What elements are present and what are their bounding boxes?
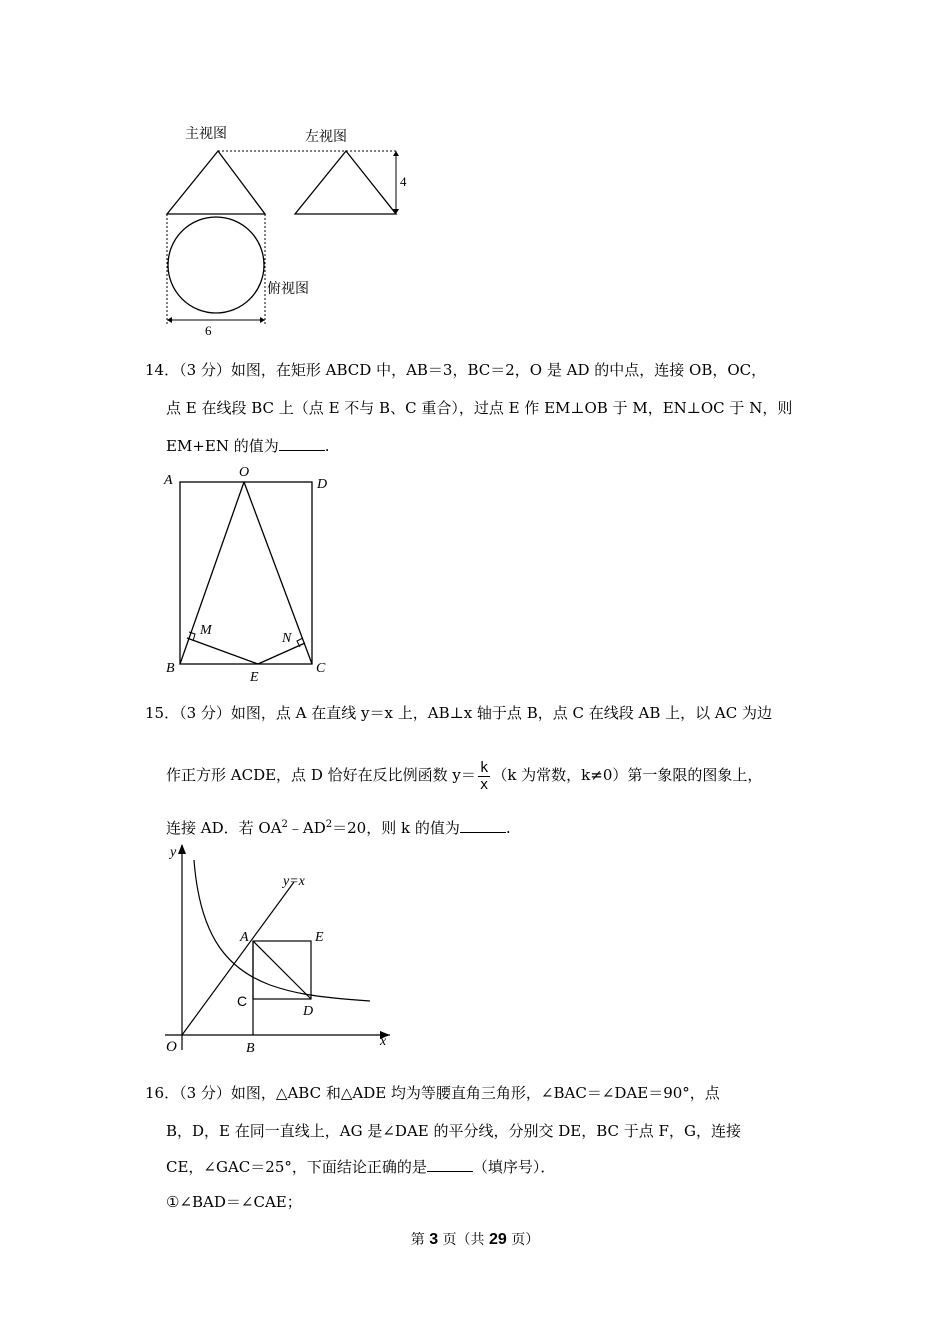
q14-end: . (324, 437, 330, 455)
q16-item1: ①∠BAD＝∠CAE； (166, 1193, 302, 1211)
height-arrow-top (393, 151, 399, 156)
q15-number: 15． (145, 704, 180, 722)
q15-text3-pre: 连接 AD．若 OA (166, 819, 282, 837)
fraction-denominator: x (479, 776, 489, 793)
q15-text2-post: （k 为常数，k≠0）第一象限的图象上， (492, 766, 763, 784)
footer-mid: 页（共 (442, 1232, 485, 1248)
label-b: B (246, 1041, 255, 1056)
q16-text3-pre: CE，∠GAC＝25°，下面结论正确的是 (166, 1158, 427, 1176)
label-d: D (317, 477, 328, 492)
width-arrow-right (260, 317, 265, 323)
label-o: O (239, 465, 250, 480)
label-d: D (303, 1004, 314, 1019)
label-x: x (380, 1034, 387, 1049)
q14-line1 (145, 360, 766, 380)
left-view-label: 左视图 (305, 129, 347, 145)
q15-sup2: 2 (325, 819, 333, 830)
footer-pre: 第 (410, 1232, 425, 1248)
footer-page-number: 3 (429, 1231, 439, 1248)
q15-coordinate-figure (160, 840, 400, 1065)
q16-line1 (145, 1083, 720, 1103)
fraction-k-over-x (478, 760, 490, 793)
y-axis-arrow (178, 844, 186, 854)
label-e: E (250, 670, 259, 685)
q14-answer-blank[interactable] (279, 436, 325, 451)
segment-ob (180, 482, 244, 664)
q14-line3 (166, 436, 330, 456)
q15-end: . (505, 819, 511, 837)
hyperbola-curve (194, 860, 370, 1001)
q16-answer-blank[interactable] (427, 1157, 473, 1172)
footer-total-pages: 29 (489, 1231, 507, 1248)
q14-number: 14． (145, 361, 180, 379)
three-view-figure (150, 120, 430, 340)
line-y-equals-x (182, 882, 294, 1035)
label-c: C (237, 993, 248, 1009)
fraction-numerator: k (479, 759, 489, 776)
q15-text1: 如图，点 A 在直线 y＝x 上，AB⊥x 轴于点 B，点 C 在线段 AB 上，以 AC 为边 (230, 704, 772, 722)
q15-score: （3 分） (179, 704, 231, 722)
q15-text2-pre: 作正方形 ACDE，点 D 恰好在反比例函数 y＝ (166, 766, 476, 784)
segment-em (187, 638, 258, 664)
q16-number: 16． (145, 1084, 180, 1102)
width-label: 6 (205, 323, 212, 338)
q14-text1: 如图，在矩形 ABCD 中，AB＝3，BC＝2，O 是 AD 的中点，连接 OB，OC， (230, 361, 767, 379)
q15-line3 (166, 815, 511, 838)
q14-text3: EM+EN 的值为 (166, 437, 279, 455)
segment-oc (244, 482, 312, 664)
q14-line2: 点 E 在线段 BC 上（点 E 不与 B、C 重合），过点 E 作 EM⊥OB 于 M，EN⊥OC 于 N，则 (166, 399, 793, 417)
q15-line2 (166, 757, 762, 793)
footer-post: 页） (511, 1232, 540, 1248)
top-view-label: 俯视图 (267, 281, 309, 297)
label-c: C (316, 661, 326, 676)
q16-line3 (166, 1157, 555, 1177)
q16-text3-post: （填序号）． (472, 1158, 556, 1176)
label-e: E (315, 930, 324, 945)
q16-line2: B，D，E 在同一直线上，AG 是∠DAE 的平分线，分别交 DE，BC 于点 F，G，连接 (166, 1122, 741, 1140)
q15-answer-blank[interactable] (460, 818, 506, 833)
label-m: M (200, 623, 212, 638)
left-view-triangle (295, 151, 396, 214)
q16-text1: 如图，△ABC 和△ADE 均为等腰直角三角形，∠BAC＝∠DAE＝90°，点 (230, 1084, 720, 1102)
q15-text3-post: ＝20，则 k 的值为 (332, 819, 460, 837)
label-o: O (166, 1039, 177, 1055)
page-footer (0, 1229, 950, 1249)
q15-text3-mid: ﹣AD (287, 819, 326, 837)
q15-sup1: 2 (281, 819, 288, 830)
top-view-circle (168, 217, 264, 313)
label-a: A (164, 473, 173, 488)
label-y: y (170, 845, 177, 860)
main-view-label: 主视图 (185, 126, 227, 142)
height-label: 4 (400, 174, 407, 189)
main-view-triangle (167, 151, 265, 214)
label-a: A (240, 930, 249, 945)
label-n: N (282, 631, 292, 646)
q14-score: （3 分） (179, 361, 231, 379)
q15-line1 (145, 703, 772, 723)
segment-en (258, 643, 305, 664)
label-line: y=x (283, 874, 305, 889)
segment-ad (253, 941, 311, 999)
q16-score: （3 分） (179, 1084, 231, 1102)
q14-rectangle-figure (160, 460, 340, 690)
width-arrow-left (167, 317, 172, 323)
label-b: B (166, 661, 175, 676)
